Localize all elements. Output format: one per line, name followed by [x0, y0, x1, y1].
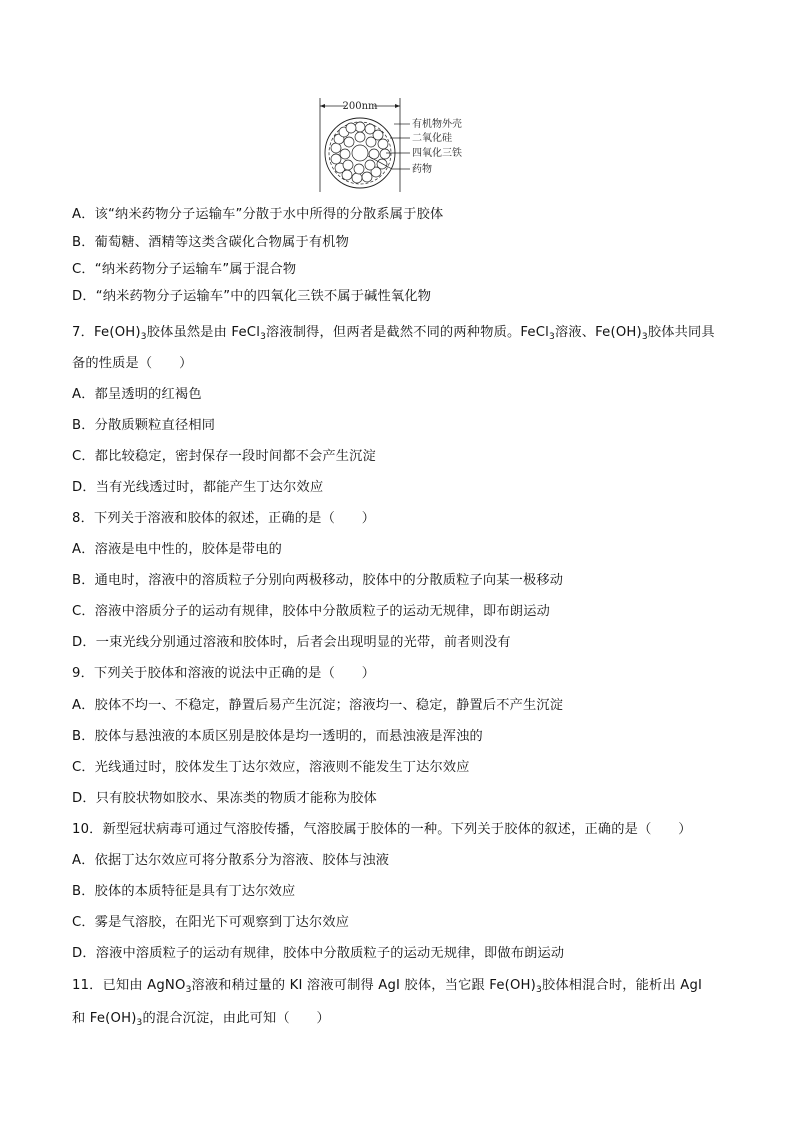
scale-label: 200nm	[342, 101, 378, 112]
q6-option-d: D．“纳米药物分子运输车”中的四氧化三铁不属于碱性氧化物	[72, 289, 432, 304]
figure-label-iron-oxide: 四氧化三铁	[412, 148, 462, 159]
q10-option-b: B．胶体的本质特征是具有丁达尔效应	[72, 884, 296, 899]
q9-option-d: D．只有胶状物如胶水、果冻类的物质才能称为胶体	[72, 791, 377, 806]
nano-carrier-figure	[312, 94, 482, 194]
figure-label-shell: 有机物外壳	[412, 119, 462, 130]
q10-option-a: A．依据丁达尔效应可将分散系分为溶液、胶体与浊液	[72, 853, 390, 868]
q7-option-b: B．分散质颗粒直径相同	[72, 418, 216, 433]
q11-stem-line2: 和 $Fe(OH)_3$的混合沉淀，由此可知（ ）	[72, 1011, 330, 1028]
figure-label-drug: 药物	[412, 164, 432, 175]
q6-option-b: B．葡萄糖、酒精等这类含碳化合物属于有机物	[72, 235, 349, 250]
q7-option-d: D．当有光线透过时，都能产生丁达尔效应	[72, 480, 324, 495]
q9-option-b: B．胶体与悬浊液的本质区别是胶体是均一透明的，而悬浊液是浑浊的	[72, 729, 483, 744]
q10-option-d: D．溶液中溶质粒子的运动有规律，胶体中分散质粒子的运动无规律，即做布朗运动	[72, 946, 565, 961]
q9-option-c: C．光线通过时，胶体发生丁达尔效应，溶液则不能发生丁达尔效应	[72, 760, 470, 775]
q7-option-c: C．都比较稳定，密封保存一段时间都不会产生沉淀	[72, 449, 376, 464]
q7-stem-line2: 备的性质是（ ）	[72, 356, 193, 371]
q8-option-c: C．溶液中溶质分子的运动有规律，胶体中分散质粒子的运动无规律，即布朗运动	[72, 604, 550, 619]
q6-option-a: A．该“纳米药物分子运输车”分散于水中所得的分散系属于胶体	[72, 207, 444, 222]
q9-option-a: A．胶体不均一、不稳定，静置后易产生沉淀；溶液均一、稳定，静置后不产生沉淀	[72, 698, 564, 713]
q10-option-c: C．雾是气溶胶，在阳光下可观察到丁达尔效应	[72, 915, 350, 930]
q8-stem: 8．下列关于溶液和胶体的叙述，正确的是（ ）	[72, 511, 376, 526]
q8-option-a: A．溶液是电中性的，胶体是带电的	[72, 542, 283, 557]
q6-option-c: C．“纳米药物分子运输车”属于混合物	[72, 262, 297, 277]
q9-stem: 9．下列关于胶体和溶液的说法中正确的是（ ）	[72, 666, 376, 681]
q8-option-d: D．一束光线分别通过溶液和胶体时，后者会出现明显的光带，前者则没有	[72, 635, 511, 650]
q8-option-b: B．通电时，溶液中的溶质粒子分别向两极移动，胶体中的分散质粒子向某一极移动	[72, 573, 564, 588]
q7-stem-line1: 7．$Fe(OH)_3$胶体虽然是由 FeCl$_3$溶液制得，但两者是截然不同的两种物质。FeCl$_3$溶液、$Fe(OH)_3$胶体共同具	[72, 325, 715, 342]
figure-label-silica: 二氧化硅	[412, 133, 452, 144]
q11-stem-line1: 11．已知由 AgNO$_3$溶液和稍过量的 KI 溶液可制得 AgI 胶体，当它跟 $Fe(OH)_3$胶体相混合时，能析出 AgI	[72, 978, 703, 995]
q7-option-a: A．都呈透明的红褐色	[72, 387, 202, 402]
nano-carrier-diagram	[312, 94, 482, 194]
q10-stem: 10．新型冠状病毒可通过气溶胶传播，气溶胶属于胶体的一种。下列关于胶体的叙述，正确的是（ ）	[72, 822, 692, 837]
